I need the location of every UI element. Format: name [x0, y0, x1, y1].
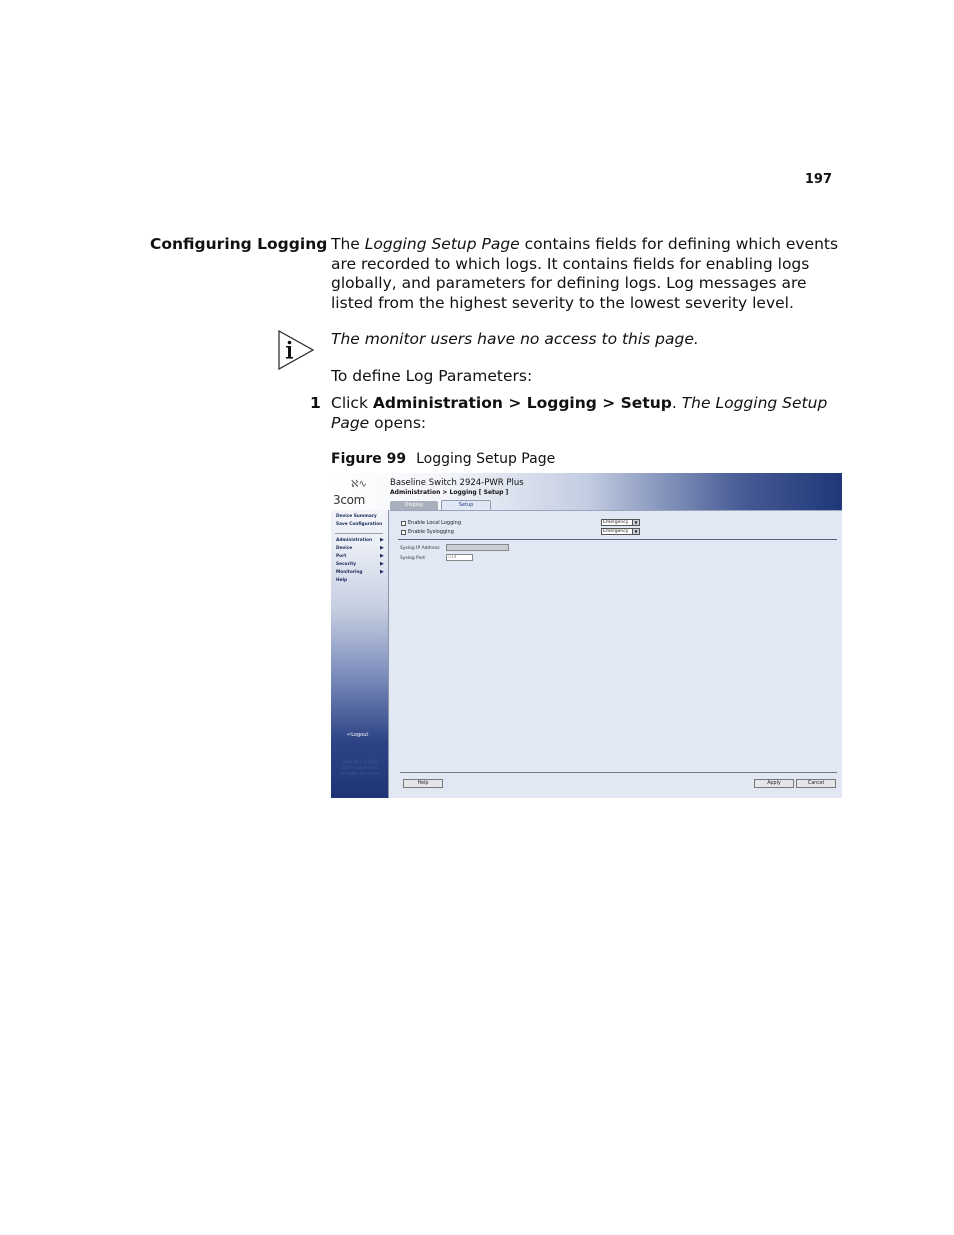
note-text: The monitor users have no access to this page. [331, 330, 699, 348]
arrow-right-icon: ▶ [380, 553, 384, 559]
arrow-right-icon: ▶ [380, 537, 384, 543]
enable-syslogging-checkbox[interactable] [401, 530, 406, 535]
local-logging-severity-select[interactable]: Emergency ▼ [601, 519, 640, 526]
sidebar-item-help[interactable]: Help [336, 578, 348, 583]
sidebar-item-monitoring[interactable]: Monitoring [336, 570, 363, 575]
product-title: Baseline Switch 2924-PWR Plus [390, 478, 524, 488]
step-number: 1 [310, 394, 321, 412]
logout-icon: ↵ [347, 732, 352, 738]
enable-syslogging-label: Enable Syslogging [408, 529, 454, 535]
logging-setup-screenshot [331, 473, 842, 798]
enable-local-logging-checkbox[interactable] [401, 521, 406, 526]
sidebar-item-save-configuration[interactable]: Save Configuration [336, 522, 383, 527]
help-button[interactable]: Help [403, 779, 443, 788]
sidebar-separator [335, 533, 383, 534]
sidebar-item-administration[interactable]: Administration [336, 538, 373, 543]
arrow-right-icon: ▶ [380, 561, 384, 567]
tab-display[interactable]: Display [390, 501, 438, 510]
syslogging-severity-select[interactable]: Emergency ▼ [601, 528, 640, 535]
intro-paragraph: The Logging Setup Page contains fields for defining which events are recorded to which logs. It contains fields for enabling logs globally, and parameters for defining logs. Log messages are listed from the highest severity to the lowest severity level. [331, 235, 839, 312]
figure-caption: Figure 99 Logging Setup Page [331, 451, 556, 467]
chevron-down-icon: ▼ [632, 520, 639, 525]
3com-logo-icon: ℵ∿ [351, 479, 367, 490]
section-heading: Configuring Logging [150, 235, 328, 253]
sidebar-item-device[interactable]: Device [336, 546, 353, 551]
info-icon [278, 330, 314, 370]
apply-button[interactable]: Apply [754, 779, 794, 788]
step-text: Click Administration > Logging > Setup. The Logging Setup Page opens: [331, 394, 828, 432]
enable-local-logging-label: Enable Local Logging [408, 520, 462, 526]
sidebar-item-port[interactable]: Port [336, 554, 347, 559]
procedure-intro: To define Log Parameters: [331, 367, 533, 385]
syslog-ip-input[interactable] [446, 544, 509, 551]
breadcrumb: Administration > Logging [ Setup ] [390, 489, 509, 496]
cancel-button[interactable]: Cancel [796, 779, 836, 788]
copyright: Copyright © 2007 3Com Corporation. All Rights Reserved. [339, 759, 380, 776]
arrow-right-icon: ▶ [380, 569, 384, 575]
arrow-right-icon: ▶ [380, 545, 384, 551]
syslog-port-input[interactable]: 514 [446, 554, 473, 561]
footer-divider [400, 772, 837, 773]
syslog-ip-label: Syslog IP Address [400, 546, 440, 551]
syslog-port-label: Syslog Port [400, 556, 426, 561]
sidebar-item-security[interactable]: Security [336, 562, 357, 567]
tab-divider [390, 510, 842, 511]
sidebar-item-device-summary[interactable]: Device Summary [336, 514, 377, 519]
section-divider [398, 539, 837, 540]
chevron-down-icon: ▼ [632, 529, 639, 534]
tab-setup[interactable]: Setup [441, 500, 491, 510]
logout-link[interactable]: ↵Logout [347, 732, 369, 738]
3com-logo: 3com [333, 493, 366, 507]
page-number: 197 [804, 172, 832, 187]
